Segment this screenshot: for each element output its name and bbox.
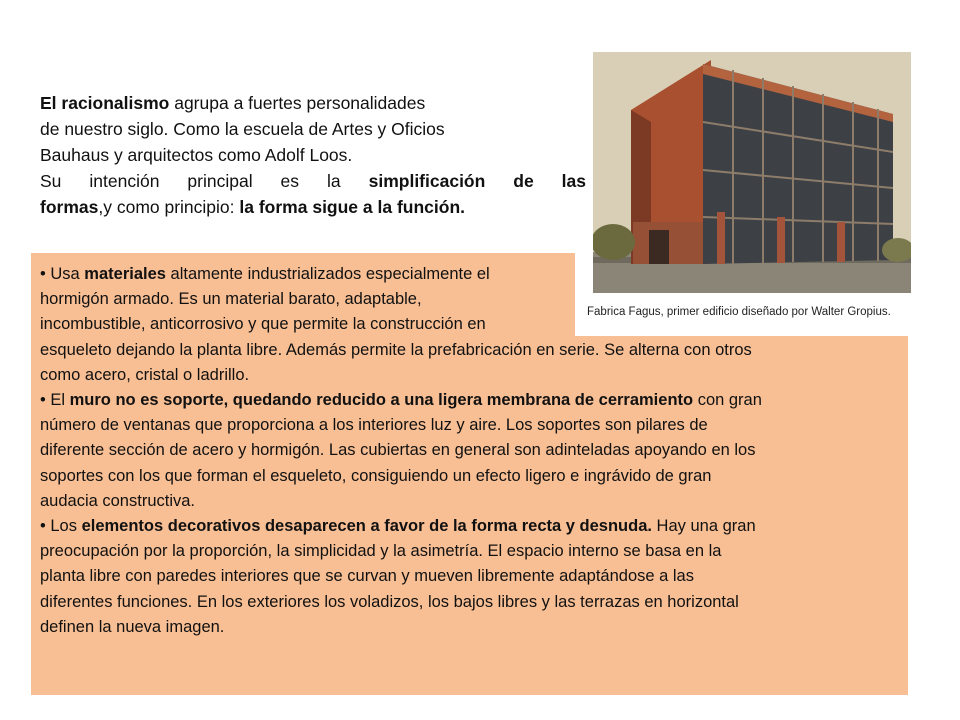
bullet-1-line-1 <box>40 262 900 287</box>
bullet-3-line-2: preocupación por la proporción, la simplicidad y la asimetría. El espacio interno se basa en la <box>40 542 722 561</box>
building-illustration <box>593 52 911 293</box>
intro-line-3: Bauhaus y arquitectos como Adolf Loos. <box>40 145 353 165</box>
bullet-2-line-2: número de ventanas que proporciona a los interiores luz y aire. Los soportes son pilares de <box>40 416 708 435</box>
bullet-1-line-3: incombustible, anticorrosivo y que permite la construcción en <box>40 315 486 334</box>
intro-line-4-start: Su intención principal es la <box>40 171 369 191</box>
bullet-3-line-1 <box>40 514 900 539</box>
bullet-2-prefix: • El <box>40 391 70 410</box>
photo-caption: Fabrica Fagus, primer edificio diseñado por Walter Gropius. <box>587 306 891 318</box>
bullet-1-prefix: • Usa <box>40 265 85 283</box>
bullet-2-bold: muro no es soporte, quedando reducido a una ligera membrana de cerramiento <box>69 391 694 410</box>
intro-line-5-bold2: la forma sigue a la función. <box>239 197 465 217</box>
bullet-2-rest: con gran <box>693 391 762 410</box>
intro-line-5-bold: formas <box>40 197 99 217</box>
bullet-2-line-5: audacia constructiva. <box>40 491 196 510</box>
bullet-1-line-2: hormigón armado. Es un material barato, adaptable, <box>40 290 422 309</box>
intro-line-5-mid: ,y como principio: <box>98 197 240 217</box>
intro-line-5 <box>40 194 586 220</box>
bullet-1-rest: altamente industrializados especialmente el <box>165 265 490 283</box>
intro-line-4 <box>40 168 586 194</box>
intro-line-4-bold: simplificación de las <box>368 171 587 191</box>
bullet-3-line-5: definen la nueva imagen. <box>40 617 225 636</box>
bullet-3-line-3: planta libre con paredes interiores que se curvan y mueven libremente adaptándose a las <box>40 567 694 586</box>
bullet-1-bold: materiales <box>84 265 166 283</box>
bullet-1-line-5: como acero, cristal o ladrillo. <box>40 365 250 384</box>
intro-line-1 <box>40 90 586 116</box>
intro-line-2: de nuestro siglo. Como la escuela de Artes y Oficios <box>40 119 445 139</box>
bullet-2-line-1 <box>40 388 900 413</box>
intro-title-bold: El racionalismo <box>40 93 170 113</box>
intro-line-1-rest: agrupa a fuertes personalidades <box>169 93 426 113</box>
bullet-2-line-3: diferente sección de acero y hormigón. Las cubiertas en general son adinteladas apoyando en los <box>40 441 756 460</box>
bullet-list <box>40 262 900 640</box>
intro-text <box>40 90 586 220</box>
bullet-1-line-4: esqueleto dejando la planta libre. Además permite la prefabricación en serie. Se alterna con otros <box>40 340 752 359</box>
bullet-3-prefix: • Los <box>40 517 82 536</box>
bullet-3-rest: Hay una gran <box>651 517 756 536</box>
bullet-3-bold: elementos decorativos desaparecen a favor de la forma recta y desnuda. <box>81 517 652 536</box>
bullet-2-line-4: soportes con los que forman el esqueleto, consiguiendo un efecto ligero e ingrávido de gran <box>40 466 712 485</box>
bullet-3-line-4: diferentes funciones. En los exteriores los voladizos, los bajos libres y las terrazas en horizontal <box>40 592 739 611</box>
fagus-factory-photo <box>593 52 911 293</box>
